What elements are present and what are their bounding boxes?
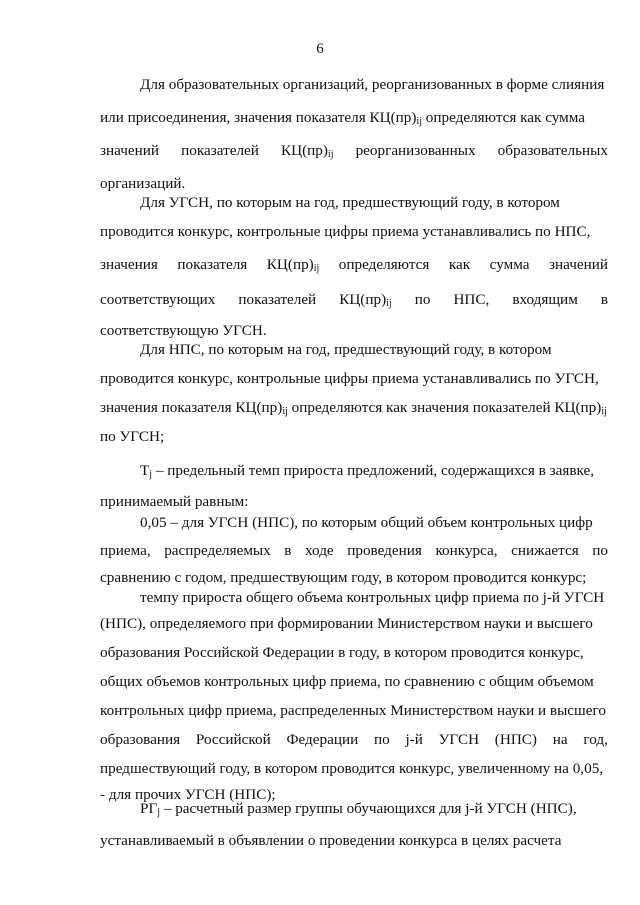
- text-line: - для прочих УГСН (НПС);: [100, 786, 276, 803]
- text-line: значений показателей $КЦ(пр)_{ij}$ реорганизованных образовательных: [100, 142, 608, 160]
- text-line: образования Российской Федерации по j-й УГСН (НПС) на год,: [100, 731, 608, 748]
- text-line: или присоединения, значения показателя $КЦ(пр)_{ij}$ определяются как сумма: [100, 109, 586, 127]
- text-line: Для образовательных организаций, реорганизованных в форме слияния: [140, 76, 605, 93]
- text-line: $РГ_j$ – расчетный размер группы обучающихся для j-й УГСН (НПС),: [140, 800, 577, 818]
- text-line: предшествующий году, в котором проводится конкурс, увеличенному на 0,05,: [100, 760, 604, 777]
- text-line: образования Российской Федерации в году, в котором проводится конкурс,: [100, 644, 584, 661]
- text-line: значения показателя $КЦ(пр)_{ij}$ определяются как значения показателей $КЦ(пр)_{ij}$: [100, 399, 607, 417]
- paragraph: [100, 508, 608, 592]
- text-line: Для УГСН, по которым на год, предшествующий году, в котором: [140, 194, 560, 211]
- text-line: значения показателя $КЦ(пр)_{ij}$ определяются как сумма значений: [100, 256, 608, 274]
- text-line: Для НПС, по которым на год, предшествующий году, в котором: [140, 341, 552, 358]
- text-line: проводится конкурс, контрольные цифры приема устанавливались по НПС,: [100, 223, 591, 240]
- paragraph: [100, 456, 608, 516]
- text-line: соответствующих показателей $КЦ(пр)_{ij}$ по НПС, входящим в: [100, 291, 608, 309]
- text-line: общих объемов контрольных цифр приема, по сравнению с общим объемом: [100, 673, 594, 690]
- paragraph: [100, 335, 608, 451]
- paragraph: [100, 188, 608, 345]
- text-line: устанавливаемый в объявлении о проведении конкурса в целях расчета: [100, 832, 562, 849]
- paragraph: [100, 794, 608, 855]
- text-line: принимаемый равным:: [100, 493, 249, 510]
- paragraph: [100, 583, 608, 809]
- text-line: проводится конкурс, контрольные цифры приема устанавливались по УГСН,: [100, 370, 599, 387]
- text-line: организаций.: [100, 175, 186, 192]
- text-line: $Т_j$ – предельный темп прироста предложений, содержащихся в заявке,: [140, 462, 595, 480]
- text-line: соответствующую УГСН.: [100, 322, 267, 339]
- text-line: сравнению с годом, предшествующим году, в котором проводится конкурс;: [100, 569, 587, 586]
- page-number: 6: [316, 41, 324, 57]
- text-line: темпу прироста общего объема контрольных цифр приема по j-й УГСН: [140, 589, 605, 606]
- text-line: по УГСН;: [100, 428, 165, 445]
- paragraph: [100, 70, 608, 198]
- text-line: (НПС), определяемого при формировании Министерством науки и высшего: [100, 615, 593, 632]
- text-line: приема, распределяемых в ходе проведения конкурса, снижается по: [100, 542, 608, 559]
- text-line: 0,05 – для УГСН (НПС), по которым общий объем контрольных цифр: [140, 514, 593, 531]
- text-line: контрольных цифр приема, распределенных Министерством науки и высшего: [100, 702, 606, 719]
